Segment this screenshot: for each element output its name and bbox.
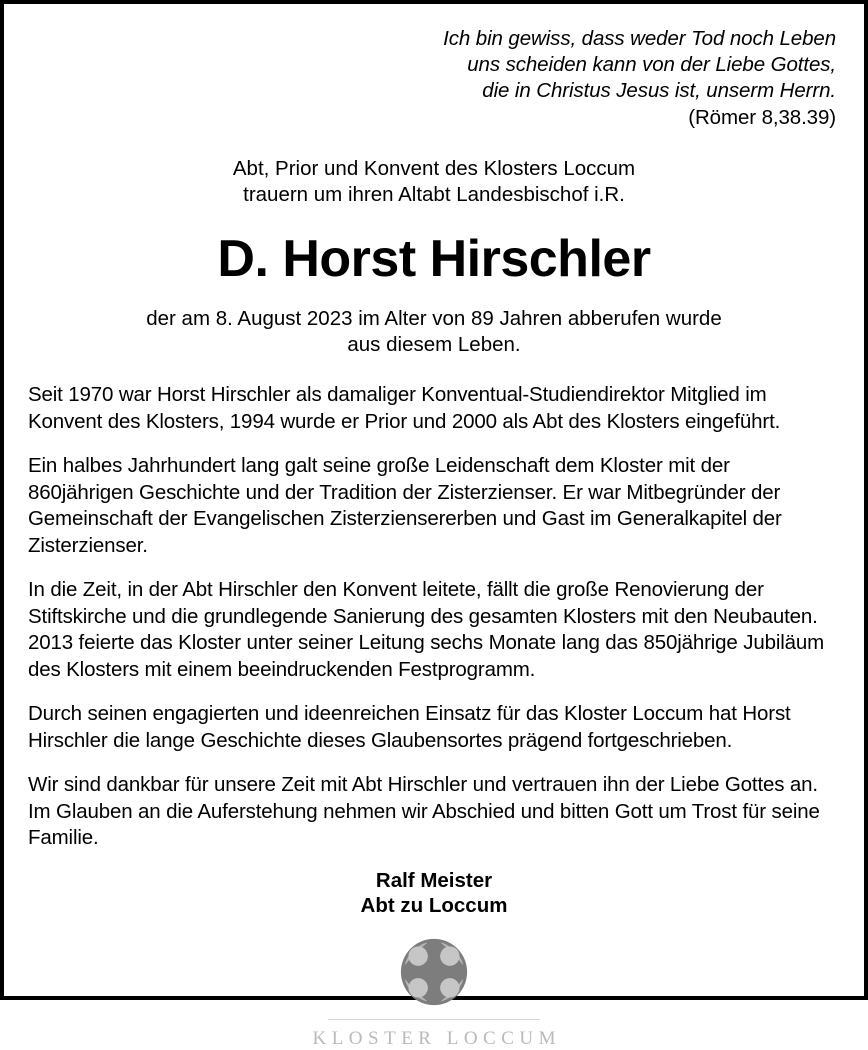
wordmark-text: KLOSTER LOCCUM <box>312 1027 562 1049</box>
intro-line-2: trauern um ihren Altabt Landesbischof i.R. <box>243 183 625 206</box>
deceased-name: D. Horst Hirschler <box>217 230 651 288</box>
bible-epigraph <box>28 26 840 131</box>
signatory-name: Ralf Meister <box>375 868 493 892</box>
wordmark-divider <box>328 1019 540 1020</box>
body-paragraph: Durch seinen engagierten und ideenreichen Einsatz für das Kloster Loccum hat Horst Hirschler die lange Geschichte dieses Glaubensortes prägend fortgeschrieben. <box>28 702 791 752</box>
notice-inner <box>4 4 864 1049</box>
mourners-intro <box>28 156 840 208</box>
body-paragraph: In die Zeit, in der Abt Hirschler den Konvent leitete, fällt die große Renovierung der Stiftskirche und die grundlegende Sanierung des gesamten Klosters mit den Neubauten. 2013 feierte das Kloster unter seiner Leitung sechs Monate lang das 850jährige Jubiläum des Klosters mit einem beeindruckenden Festprogramm. <box>28 578 825 681</box>
death-date-lines <box>28 306 840 358</box>
kloster-loccum-logo <box>28 936 840 1050</box>
signature-block <box>28 868 840 918</box>
epigraph-line-1: Ich bin gewiss, dass weder Tod noch Leben <box>443 27 836 50</box>
epigraph-reference: (Römer 8,38.39) <box>688 106 836 129</box>
date-line-1: der am 8. August 2023 im Alter von 89 Jahren abberufen wurde <box>146 307 722 330</box>
signatory-title: Abt zu Loccum <box>360 893 508 917</box>
epigraph-line-2: uns scheiden kann von der Liebe Gottes, <box>467 53 836 76</box>
body-paragraph: Seit 1970 war Horst Hirschler als damaliger Konventual-Studiendirektor Mitglied im Konvent des Klosters, 1994 wurde er Prior und 2000 als Abt des Klosters eingeführt. <box>28 383 781 433</box>
body-paragraph: Wir sind dankbar für unsere Zeit mit Abt Hirschler und vertrauen ihn der Liebe Gottes an. Im Glauben an die Auferstehung nehmen wir Abschied und bitten Gott um Trost für seine Familie. <box>28 773 820 849</box>
epigraph-line-3: die in Christus Jesus ist, unserm Herrn. <box>482 79 836 102</box>
body-paragraph: Ein halbes Jahrhundert lang galt seine große Leidenschaft dem Kloster mit der 860jährigen Geschichte und der Tradition der Zisterzienser. Er war Mitbegründer der Gemeinschaft der Evangelischen Zisterziensererben und Gast im Generalkapitel der Zisterzienser. <box>28 454 782 557</box>
date-line-2: aus diesem Leben. <box>347 333 521 356</box>
kloster-loccum-cross-emblem <box>398 936 470 1008</box>
intro-line-1: Abt, Prior und Konvent des Klosters Loccum <box>232 157 636 180</box>
obituary-body <box>28 382 840 852</box>
